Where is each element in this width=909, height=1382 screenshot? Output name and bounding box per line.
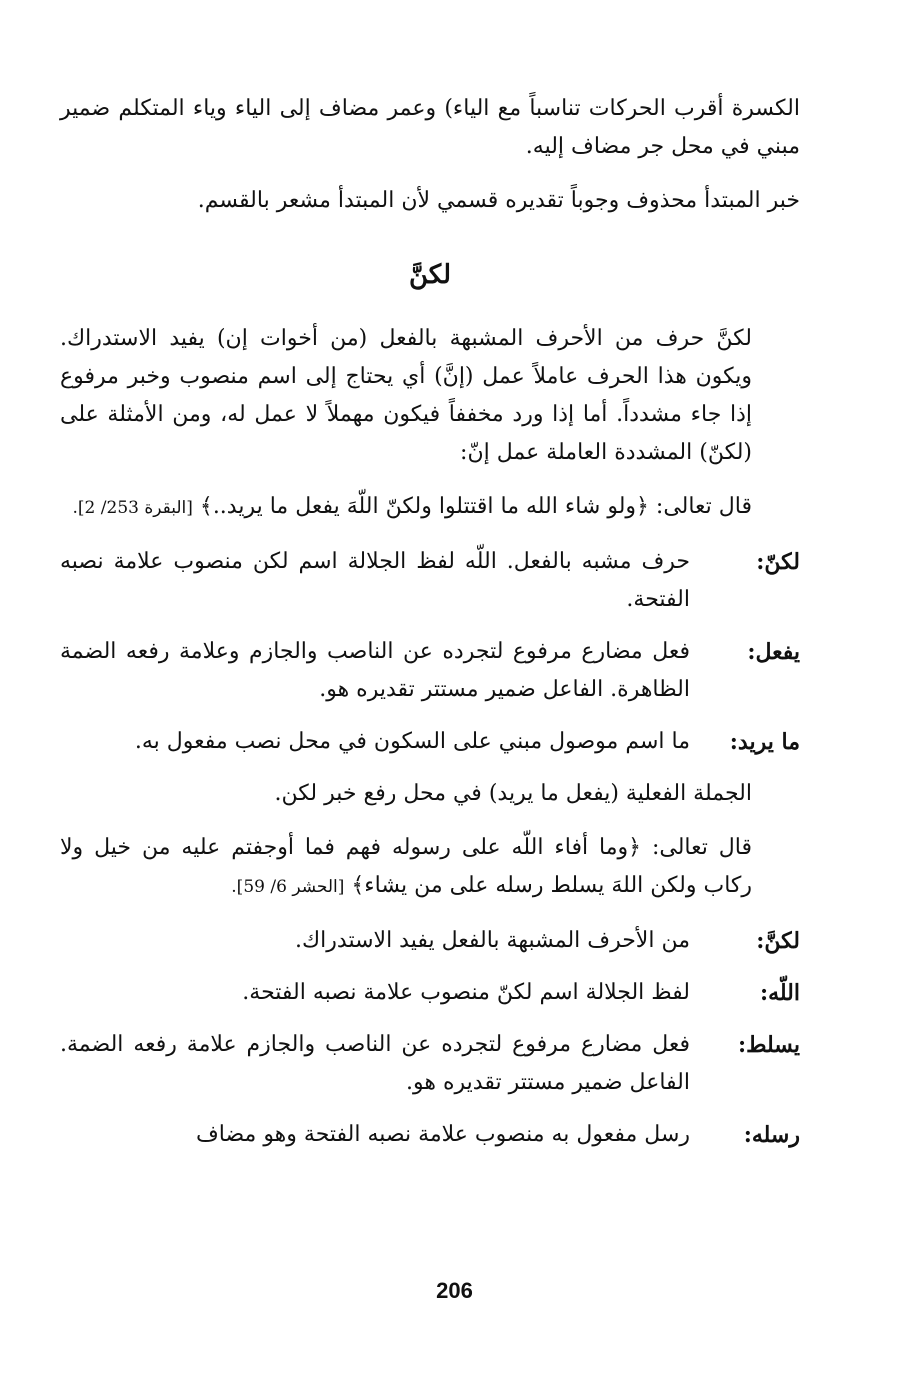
- parse-row: [60, 1026, 800, 1102]
- example-2-ref: [الحشر 6/ 59].: [231, 877, 345, 897]
- parse-desc: حرف مشبه بالفعل. اللّه لفظ الجلالة اسم لكن منصوب علامة نصبه الفتحة.: [60, 549, 690, 612]
- definition-paragraph: لكنَّ حرف من الأحرف المشبهة بالفعل (من أخوات إن) يفيد الاستدراك. ويكون هذا الحرف عاملاً عمل (إنَّ) أي يحتاج إلى اسم منصوب وخبر مرفوع إذا جاء مشدداً. أما إذا ورد مخففاً فيكون مهملاً لا عمل له، ومن الأمثلة على (لكنّ) المشددة العاملة عمل إنّ:: [60, 326, 752, 465]
- parse-row: [60, 633, 800, 709]
- example-2-text: قال تعالى: ﴿وما أفاء اللّه على رسوله فهم فما أوجفتم عليه من خيل ولا ركاب ولكن اللهَ يسلط رسله على من يشاء﴾: [60, 835, 752, 898]
- example-1-ref: [البقرة 253/ 2].: [72, 498, 193, 518]
- parse-term: يسلط:: [737, 1032, 800, 1058]
- parse-desc: لفظ الجلالة اسم لكنّ منصوب علامة نصبه الفتحة.: [242, 980, 690, 1005]
- page-number: 206: [436, 1278, 473, 1303]
- parse-row: [60, 723, 800, 761]
- note-paragraph: الجملة الفعلية (يفعل ما يريد) في محل رفع خبر لكن.: [274, 781, 752, 806]
- intro-paragraph-2: خبر المبتدأ محذوف وجوباً تقديره قسمي لأن المبتدأ مشعر بالقسم.: [197, 188, 800, 213]
- page-body: [60, 90, 800, 1168]
- intro-paragraph: الكسرة أقرب الحركات تناسباً مع الياء) وعمر مضاف إلى الياء وياء المتكلم ضمير مبني في محل جر مضاف إليه.: [60, 96, 800, 159]
- parse-desc: من الأحرف المشبهة بالفعل يفيد الاستدراك.: [295, 928, 690, 953]
- parse-term: لكنَّ:: [756, 928, 800, 954]
- parse-row: [60, 922, 800, 960]
- parse-term: لكنّ:: [756, 549, 800, 575]
- parse-term: يفعل:: [747, 639, 800, 665]
- parse-desc: ما اسم موصول مبني على السكون في محل نصب مفعول به.: [134, 729, 690, 754]
- example-2: [60, 829, 800, 906]
- parse-term: ما يريد:: [729, 729, 800, 755]
- parse-desc: رسل مفعول به منصوب علامة نصبه الفتحة وهو مضاف: [195, 1122, 690, 1147]
- section-title: لكنَّ: [408, 260, 452, 290]
- parse-term: رسله:: [743, 1122, 800, 1148]
- parse-row: [60, 1116, 800, 1154]
- parse-term: اللّه:: [759, 980, 800, 1006]
- parse-desc: فعل مضارع مرفوع لتجرده عن الناصب والجازم وعلامة رفعه الضمة الظاهرة. الفاعل ضمير مستتر تقديره هو.: [60, 639, 690, 702]
- parse-row: [60, 543, 800, 619]
- parse-row: [60, 974, 800, 1012]
- parse-desc: فعل مضارع مرفوع لتجرده عن الناصب والجازم علامة رفعه الضمة. الفاعل ضمير مستتر تقديره هو.: [60, 1032, 690, 1095]
- example-1: [60, 488, 800, 527]
- example-1-text: قال تعالى: ﴿ولو شاء الله ما اقتتلوا ولكنّ اللّهَ يفعل ما يريد..﴾: [199, 494, 752, 519]
